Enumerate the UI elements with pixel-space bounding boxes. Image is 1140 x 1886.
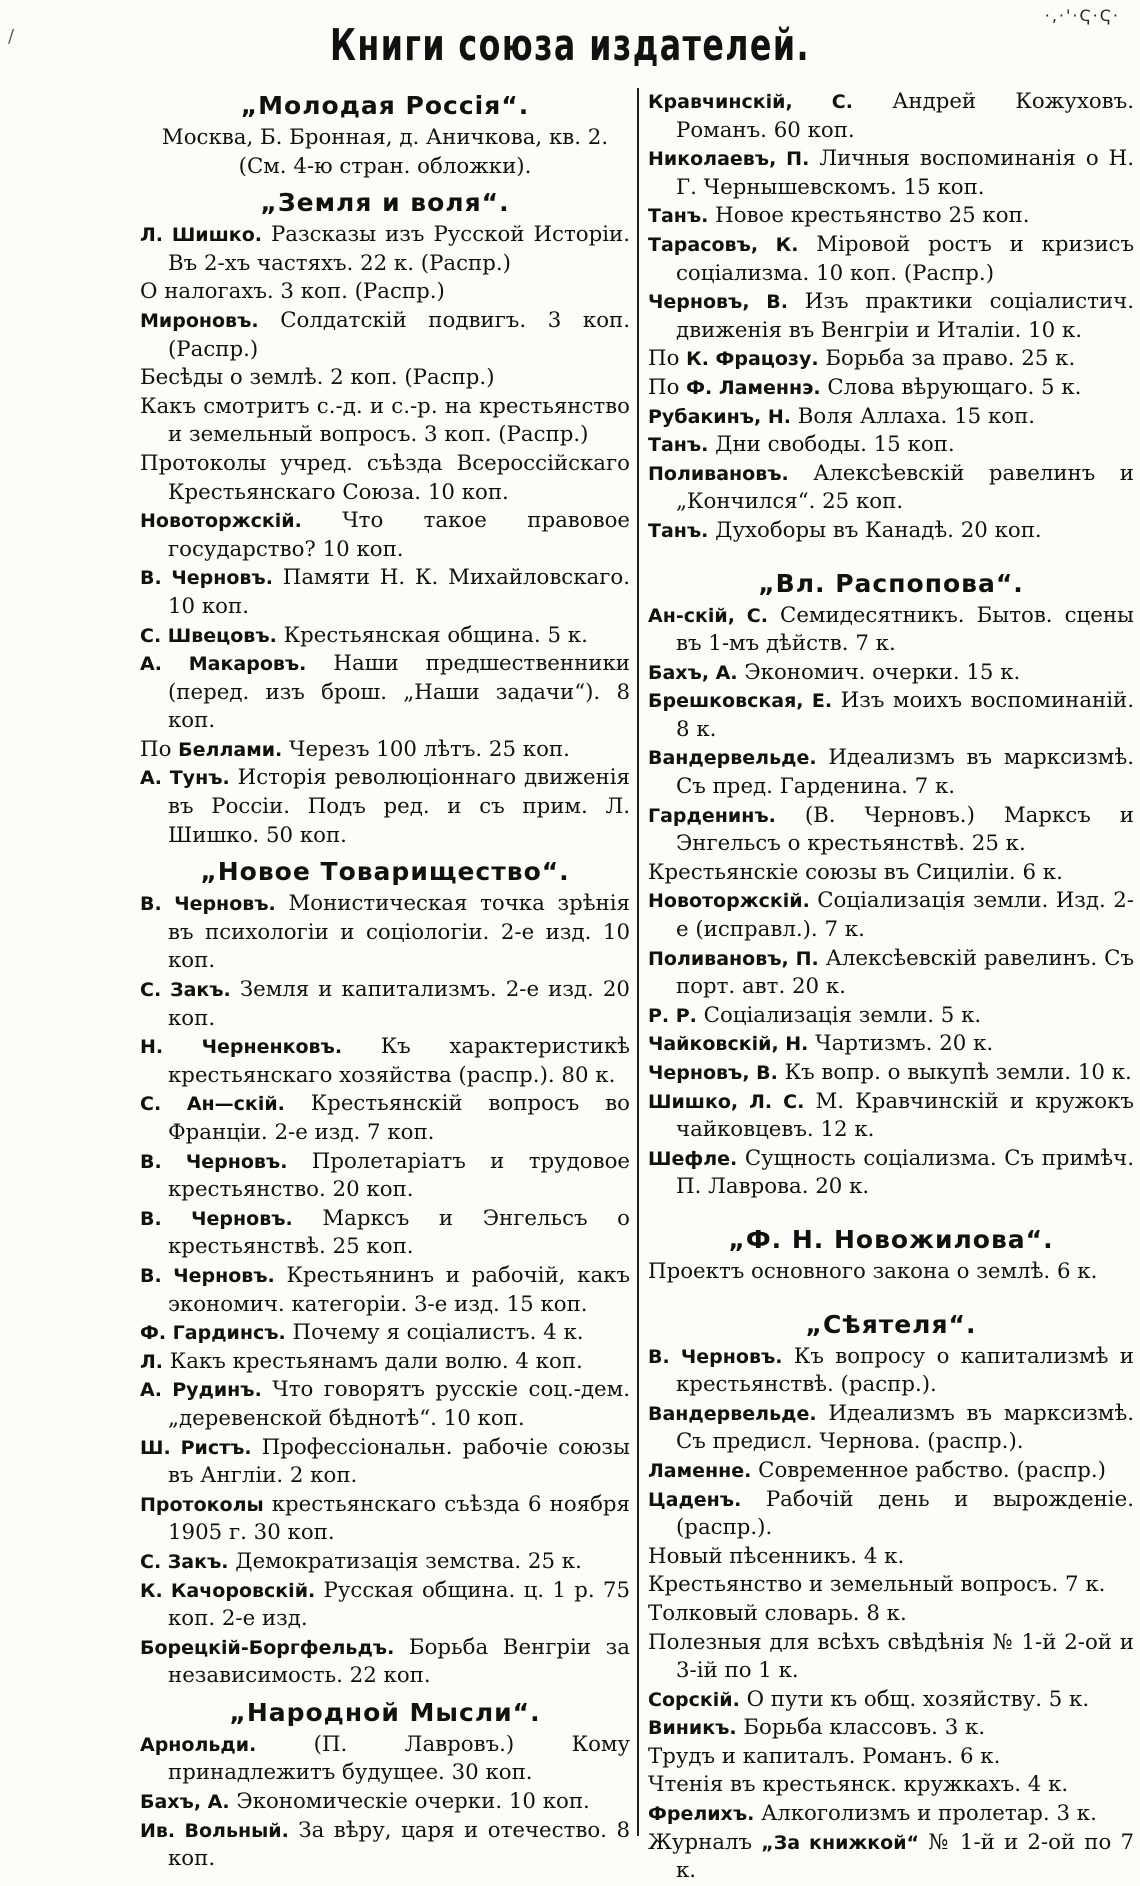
catalog-entry [648, 460, 1134, 517]
entry-text: Личныя воспоминанія о Н. Г. Чернышевскомъ. 15 коп. [676, 146, 1135, 200]
entry-text: Изъ моихъ воспоминаній. 8 к. [676, 688, 1134, 742]
entry-prefix: По [648, 374, 687, 400]
entry-author: С. Ан—скій. [140, 1093, 285, 1116]
corner-mark: ·,·'·Ҁ·Ҁ· [1044, 6, 1120, 25]
section-title: „Ф. Н. Новожилова“. [728, 1224, 1054, 1254]
catalog-entry [140, 622, 630, 651]
entry-text: Марксъ и Энгельсъ о крестьянствѣ. 25 коп. [168, 1205, 631, 1260]
entry-text: Русская община. ц. 1 р. 75 коп. 2-е изд. [168, 1577, 631, 1632]
entry-author: В. Черновъ. [140, 567, 273, 590]
entry-text: Алексѣевскій равелинъ и „Кончился“. 25 коп. [676, 460, 1134, 515]
entry-text: Почему я соціалистъ. 4 к. [285, 1320, 584, 1346]
section-title: „Народной Мысли“. [229, 1697, 541, 1727]
entry-text: О пути къ общ. хозяйству. 5 к. [739, 1686, 1090, 1712]
entry-author: Рубакинъ, Н. [648, 405, 791, 428]
entry-text: Соціализація земли. Изд. 2-е (исправл.). 7 к. [676, 888, 1134, 943]
right-column [648, 88, 1135, 1884]
entry-text: Черезъ 100 лѣтъ. 25 коп. [282, 736, 570, 762]
catalog-entry [140, 564, 630, 621]
catalog-entry [140, 278, 630, 307]
entry-text: Міровой ростъ и кризисъ соціализма. 10 коп. (Распр.) [676, 231, 1134, 286]
entry-author: Кравчинскій, С. [648, 91, 853, 113]
catalog-entry [648, 517, 1134, 546]
entry-author: Ф. Ламеннэ. [686, 376, 821, 399]
entry-author: Николаевъ, П. [648, 148, 810, 171]
entry-text: Духоборы въ Канадѣ. 20 коп. [708, 517, 1042, 543]
entry-text: крестьянскаго съѣзда 6 ноября 1905 г. 30 коп. [168, 1491, 630, 1546]
entry-author: Танъ. [648, 434, 709, 457]
catalog-entry [140, 1577, 630, 1634]
catalog-entry [648, 1145, 1134, 1202]
entry-author: „За книжкой“ [761, 1831, 920, 1854]
catalog-entry [648, 1457, 1134, 1486]
catalog-entry [140, 1205, 630, 1262]
entry-text: Исторія революціоннаго движенія въ Россіи. Подъ ред. и съ прим. Л. Шишко. 50 коп. [168, 765, 630, 848]
entry-text: Крестьянинъ и рабочій, какъ экономич. категоріи. 3-е изд. 15 коп. [168, 1262, 631, 1317]
section-spacer [648, 1287, 1134, 1307]
catalog-entry [648, 88, 1134, 145]
entry-author: В. Черновъ. [140, 1264, 275, 1287]
entry-author: Гарденинъ. [648, 804, 776, 827]
catalog-entry [140, 124, 630, 181]
entry-text: Полезныя для всѣхъ свѣдѣнія № 1-й 2-ой и 3-ій по 1 к. [648, 1629, 1134, 1684]
entry-author: Вандервельде. [648, 747, 817, 770]
entry-author: Поливановъ, П. [648, 947, 819, 970]
entry-text: Борьба классовъ. 3 к. [736, 1715, 986, 1741]
catalog-entry [140, 764, 630, 850]
catalog-entry [140, 393, 630, 450]
entry-author: В. Черновъ. [140, 1150, 288, 1173]
entry-text: Крестьянскій вопросъ во Франціи. 2-е изд. 7 коп. [168, 1091, 630, 1145]
entry-text: Какъ крестьянамъ дали волю. 4 коп. [163, 1348, 583, 1374]
entry-text: М. Кравчинскій и кружокъ чайковцевъ. 12 к. [676, 1088, 1134, 1143]
entry-text: Пролетаріатъ и трудовое крестьянство. 20 коп. [168, 1148, 630, 1203]
entry-text: Крестьянскіе союзы въ Сициліи. 6 к. [648, 859, 1063, 885]
entry-text: Крестьянская община. 5 к. [276, 622, 588, 648]
entry-author: Цаденъ. [648, 1488, 742, 1511]
entry-text: Алексѣевскій равелинъ. Съ порт. авт. 20 к. [676, 945, 1135, 1000]
catalog-entry [648, 431, 1134, 460]
entry-text: Толковый словарь. 8 к. [648, 1600, 907, 1626]
entry-text: Памяти Н. К. Михайловскаго. 10 коп. [168, 565, 630, 619]
catalog-entry [648, 1002, 1134, 1031]
entry-text: Крестьянство и земельный вопросъ. 7 к. [648, 1572, 1106, 1598]
catalog-entry [140, 650, 630, 736]
catalog-entry [648, 945, 1134, 1002]
catalog-entry [140, 1788, 630, 1817]
catalog-entry [648, 802, 1134, 859]
catalog-entry [648, 1629, 1134, 1686]
page-title: Книги союза издателей. [330, 20, 810, 71]
catalog-entry [140, 1634, 630, 1691]
catalog-entry [140, 890, 630, 976]
catalog-entry [648, 1059, 1134, 1088]
entry-author: Танъ. [648, 205, 709, 228]
entry-text: № 1-й и 2-ой по 7 к. [676, 1829, 1135, 1884]
entry-text: Экономич. очерки. 15 к. [737, 659, 1021, 685]
entry-author: Фрелихъ. [648, 1803, 755, 1826]
catalog-entry [648, 859, 1134, 888]
page-corner-stroke: / [8, 26, 15, 47]
catalog-entry [140, 450, 630, 507]
catalog-entry [140, 1262, 630, 1319]
catalog-entry [648, 1030, 1134, 1059]
entry-text: Андрей Кожуховъ. Романъ. 60 коп. [676, 89, 1134, 143]
catalog-entry [140, 736, 630, 765]
catalog-entry [648, 202, 1134, 231]
catalog-entry [648, 231, 1134, 288]
entry-author: Брешковская, Е. [648, 690, 833, 713]
entry-text: Наши предшественники (перед. изъ брош. „Наши задачи“). 8 коп. [168, 651, 630, 734]
entry-text: Что такое правовое государство? 10 коп. [168, 508, 630, 562]
entry-text: За вѣру, царя и отечество. 8 коп. [168, 1817, 630, 1872]
catalog-entry [648, 1829, 1134, 1886]
entry-author: Новоторжскій. [648, 890, 810, 913]
catalog-entry [140, 1817, 630, 1874]
entry-text: (П. Лавровъ.) Кому принадлежитъ будущее. 30 коп. [168, 1731, 630, 1786]
entry-author: Поливановъ. [648, 462, 789, 485]
entry-prefix: По [648, 346, 687, 372]
catalog-entry [648, 345, 1134, 374]
entry-author: А. Макаровъ. [140, 653, 307, 676]
entry-author: Арнольди. [140, 1733, 257, 1756]
entry-text: Монистическая точка зрѣнія въ психологіи и соціологіи. 2-е изд. 10 коп. [168, 891, 630, 974]
entry-text: Идеализмъ въ марксизмѣ. Съ пред. Гарденина. 7 к. [676, 745, 1134, 800]
entry-author: Л. [140, 1350, 163, 1373]
catalog-entry [140, 1376, 630, 1433]
catalog-entry [648, 744, 1134, 801]
section-title: „Сѣятеля“. [805, 1309, 977, 1339]
entry-text: (В. Черновъ.) Марксъ и Энгельсъ о крестьянствѣ. 25 к. [676, 802, 1134, 857]
entry-text: Новое крестьянство 25 коп. [708, 203, 1030, 229]
entry-author: А. Тунъ. [140, 767, 230, 790]
entry-text: Трудъ и капиталъ. Романъ. 6 к. [648, 1743, 1001, 1769]
entry-author: Протоколы [140, 1493, 264, 1516]
catalog-entry [140, 1731, 630, 1788]
left-column [140, 88, 631, 1872]
entry-text: Проектъ основного закона о землѣ. 6 к. [648, 1258, 1098, 1284]
catalog-entry [140, 507, 630, 564]
catalog-entry [648, 1486, 1134, 1543]
catalog-entry [648, 1343, 1134, 1400]
entry-text: Бесѣды о землѣ. 2 коп. (Распр.) [140, 365, 495, 391]
entry-text: Сущность соціализма. Съ примѣч. П. Лаврова. 20 к. [676, 1145, 1134, 1200]
entry-author: С. Швецовъ. [140, 624, 277, 647]
section-title: „Молодая Россія“. [240, 91, 530, 120]
entry-text: Воля Аллаха. 15 коп. [790, 403, 1036, 429]
entry-text: Профессіональн. рабочіе союзы въ Англіи. 2 коп. [168, 1434, 630, 1489]
entry-text: О налогахъ. 3 коп. (Распр.) [140, 279, 445, 305]
entry-text: Слова вѣрующаго. 5 к. [820, 374, 1082, 400]
entry-text: Семидесятникъ. Бытов. сцены въ 1-мъ дѣйств. 7 к. [676, 602, 1134, 657]
entry-text: Рабочій день и вырожденіе. (распр.). [676, 1486, 1134, 1541]
catalog-entry [140, 364, 630, 393]
entry-author: Танъ. [648, 519, 709, 542]
entry-prefix: По [140, 736, 179, 762]
catalog-entry [140, 976, 630, 1033]
entry-text: Алкоголизмъ и пролетар. 3 к. [754, 1801, 1097, 1827]
entry-author: Беллами. [178, 738, 283, 761]
catalog-entry [648, 403, 1134, 432]
entry-author: Шефле. [648, 1147, 738, 1170]
entry-author: Черновъ, В. [648, 291, 788, 314]
catalog-entry [140, 1491, 630, 1548]
entry-text: Чтенія въ крестьянск. кружкахъ. 4 к. [648, 1772, 1069, 1798]
catalog-entry [648, 1571, 1134, 1600]
entry-author: Ан-скій, С. [648, 604, 768, 627]
entry-author: Шишко, Л. С. [648, 1090, 805, 1113]
section-spacer [648, 1202, 1134, 1222]
catalog-entry [648, 1771, 1134, 1800]
entry-author: Ламенне. [648, 1459, 752, 1482]
entry-author: С. Закъ. [140, 1550, 229, 1573]
section-title: „Вл. Распопова“. [758, 568, 1024, 598]
entry-text: Современное рабство. (распр.) [751, 1457, 1106, 1483]
entry-text: Дни свободы. 15 коп. [708, 432, 955, 458]
entry-text: Разсказы изъ Русской Исторіи. Въ 2-хъ частяхъ. 22 к. (Распр.) [168, 222, 630, 276]
entry-text: Новый пѣсенникъ. 4 к. [648, 1543, 905, 1569]
catalog-entry [648, 1686, 1134, 1715]
catalog-entry [648, 1600, 1134, 1629]
entry-author: Бахъ, А. [648, 661, 738, 684]
entry-text: Экономическіе очерки. 10 коп. [229, 1789, 590, 1815]
entry-author: Тарасовъ, К. [648, 233, 799, 256]
entry-text: Земля и капитализмъ. 2-е изд. 20 коп. [168, 977, 630, 1031]
entry-text: Какъ смотритъ с.-д. и с.-р. на крестьянство и земельный вопросъ. 3 коп. (Распр.) [140, 393, 630, 448]
entry-author: С. Закъ. [140, 979, 231, 1002]
column-divider [637, 88, 639, 1836]
entry-author: Виникъ. [648, 1717, 737, 1740]
catalog-entry [648, 1088, 1134, 1145]
catalog-entry [648, 659, 1134, 688]
section-spacer [648, 546, 1134, 566]
catalog-entry [140, 1319, 630, 1348]
entry-author: Ш. Ристъ. [140, 1436, 252, 1459]
catalog-entry [648, 1800, 1134, 1829]
entry-author: Ф. Гардинсъ. [140, 1322, 286, 1345]
catalog-entry [140, 1090, 630, 1147]
catalog-entry [648, 1543, 1134, 1572]
entry-author: В. Черновъ. [648, 1345, 783, 1368]
entry-text: Москва, Б. Бронная, д. Аничкова, кв. 2. (См. 4-ю стран. обложки). [161, 125, 609, 179]
entry-author: Борецкій-Боргфельдъ. [140, 1636, 395, 1659]
entry-author: Вандервельде. [648, 1402, 817, 1425]
catalog-entry [140, 307, 630, 364]
entry-author: Черновъ, В. [648, 1062, 778, 1084]
entry-author: Сорскій. [648, 1688, 740, 1711]
catalog-entry [648, 687, 1134, 744]
entry-author: А. Рудинъ. [140, 1379, 262, 1402]
catalog-entry [648, 887, 1134, 944]
entry-author: Л. Шишко. [140, 224, 262, 247]
entry-text: Къ вопросу о капитализмѣ и крестьянствѣ. (распр.). [676, 1343, 1134, 1398]
entry-text: Соціализація земли. 5 к. [696, 1002, 982, 1028]
entry-text: Солдатскій подвигъ. 3 коп. (Распр.) [168, 307, 630, 362]
catalog-entry [140, 221, 630, 278]
entry-text: Чартизмъ. 20 к. [808, 1031, 994, 1057]
entry-author: В. Черновъ. [140, 1207, 293, 1230]
entry-prefix: Журналъ [648, 1829, 762, 1855]
entry-author: Р. Р. [648, 1004, 697, 1027]
entry-text: Борьба за право. 25 к. [818, 346, 1076, 372]
catalog-entry [140, 1434, 630, 1491]
section-title: „Земля и воля“. [260, 188, 510, 218]
entry-author: К. Качоровскій. [140, 1579, 316, 1602]
entry-text: Борьба Венгріи за независимость. 22 коп. [168, 1634, 630, 1689]
entry-author: Новоторжскій. [140, 510, 302, 533]
catalog-entry [648, 602, 1134, 659]
catalog-entry [648, 374, 1134, 403]
catalog-entry [648, 288, 1134, 345]
entry-text: Изъ практики соціалистич. движенія въ Венгріи и Италіи. 10 к. [676, 289, 1135, 343]
catalog-entry [140, 1348, 630, 1377]
entry-text: Протоколы учред. съѣзда Всероссійскаго Крестьянскаго Союза. 10 коп. [140, 450, 630, 505]
entry-text: Къ характеристикѣ крестьянскаго хозяйства (распр.). 80 к. [168, 1034, 630, 1088]
entry-text: Идеализмъ въ марксизмѣ. Съ предисл. Чернова. (распр.). [676, 1400, 1134, 1455]
catalog-entry [648, 145, 1134, 202]
entry-author: Мироновъ. [140, 309, 259, 332]
entry-text: Демократизація земства. 25 к. [228, 1548, 582, 1574]
catalog-entry [648, 1743, 1134, 1772]
catalog-entry [648, 1714, 1134, 1743]
entry-author: Чайковскій, Н. [648, 1033, 809, 1056]
catalog-entry [140, 1148, 630, 1205]
entry-text: Къ вопр. о выкупѣ земли. 10 к. [777, 1060, 1132, 1085]
entry-author: В. Черновъ. [140, 893, 276, 916]
entry-author: Н. Черненковъ. [140, 1036, 343, 1059]
entry-author: Ив. Вольный. [140, 1819, 289, 1842]
catalog-entry [648, 1400, 1134, 1457]
catalog-entry [140, 1033, 630, 1090]
section-title: „Новое Товарищество“. [200, 857, 570, 887]
catalog-entry [140, 1548, 630, 1577]
entry-author: Бахъ, А. [140, 1791, 230, 1814]
entry-author: К. Фрацозу. [686, 348, 819, 371]
catalog-entry [648, 1258, 1134, 1287]
entry-text: Что говорятъ русскіе соц.-дем. „деревенской бѣднотѣ“. 10 коп. [168, 1377, 630, 1431]
